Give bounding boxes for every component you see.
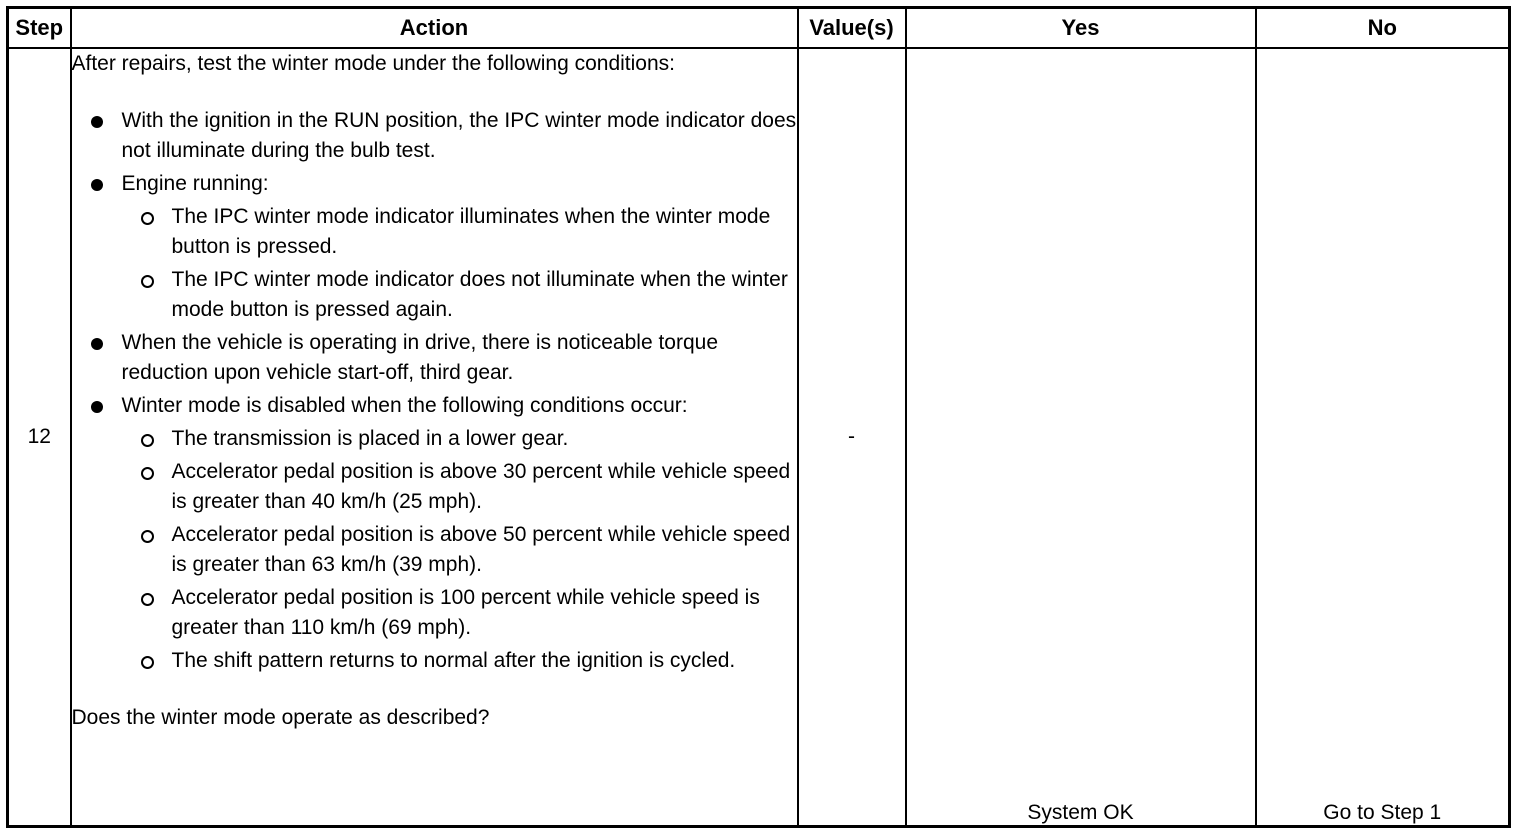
header-no: No [1256,8,1510,49]
list-item [72,106,797,166]
value-cell: - [798,48,906,827]
list-item [122,202,797,262]
bullet-text: When the vehicle is operating in drive, there is noticeable torque reduction upon vehicle start-off, third gear. [121,331,719,384]
filled-bullet-icon [91,338,103,350]
bullet-text: Winter mode is disabled when the following conditions occur: [121,394,688,417]
filled-bullet-icon [91,116,103,128]
list-item [72,328,797,388]
action-cell [71,48,798,827]
yes-result: System OK [906,48,1256,827]
hollow-bullet-icon [141,275,154,288]
action-question: Does the winter mode operate as described? [71,706,490,729]
header-row [8,8,1510,49]
sub-bullet-text: The IPC winter mode indicator illuminates when the winter mode button is pressed. [171,205,771,258]
hollow-bullet-icon [141,593,154,606]
sub-condition-list [122,424,797,676]
hollow-bullet-icon [141,656,154,669]
list-item [122,457,797,517]
list-item [122,583,797,643]
list-item [122,424,797,454]
step-number: 12 [8,48,71,827]
diagnostic-table [6,6,1511,828]
no-result: Go to Step 1 [1256,48,1510,827]
list-item [72,169,797,325]
list-item [122,520,797,580]
header-yes: Yes [906,8,1256,49]
sub-bullet-text: The shift pattern returns to normal after the ignition is cycled. [171,649,736,672]
action-intro: After repairs, test the winter mode under the following conditions: [71,52,675,75]
bullet-text: Engine running: [121,172,269,195]
list-item [72,391,797,676]
header-step: Step [8,8,71,49]
filled-bullet-icon [91,401,103,413]
bullet-text: With the ignition in the RUN position, the IPC winter mode indicator does not illuminate during the bulb test. [121,109,797,162]
header-values: Value(s) [798,8,906,49]
sub-condition-list [122,202,797,325]
hollow-bullet-icon [141,530,154,543]
sub-bullet-text: Accelerator pedal position is 100 percent while vehicle speed is greater than 110 km/h (69 mph). [171,586,760,639]
list-item [122,265,797,325]
list-item [122,646,797,676]
hollow-bullet-icon [141,212,154,225]
header-action: Action [71,8,798,49]
sub-bullet-text: The transmission is placed in a lower gear. [171,427,569,450]
hollow-bullet-icon [141,467,154,480]
condition-list [72,106,797,676]
table-row [8,48,1510,827]
filled-bullet-icon [91,179,103,191]
sub-bullet-text: Accelerator pedal position is above 30 percent while vehicle speed is greater than 40 km/h (25 mph). [171,460,791,513]
sub-bullet-text: The IPC winter mode indicator does not illuminate when the winter mode button is pressed again. [171,268,788,321]
hollow-bullet-icon [141,434,154,447]
sub-bullet-text: Accelerator pedal position is above 50 percent while vehicle speed is greater than 63 km/h (39 mph). [171,523,791,576]
